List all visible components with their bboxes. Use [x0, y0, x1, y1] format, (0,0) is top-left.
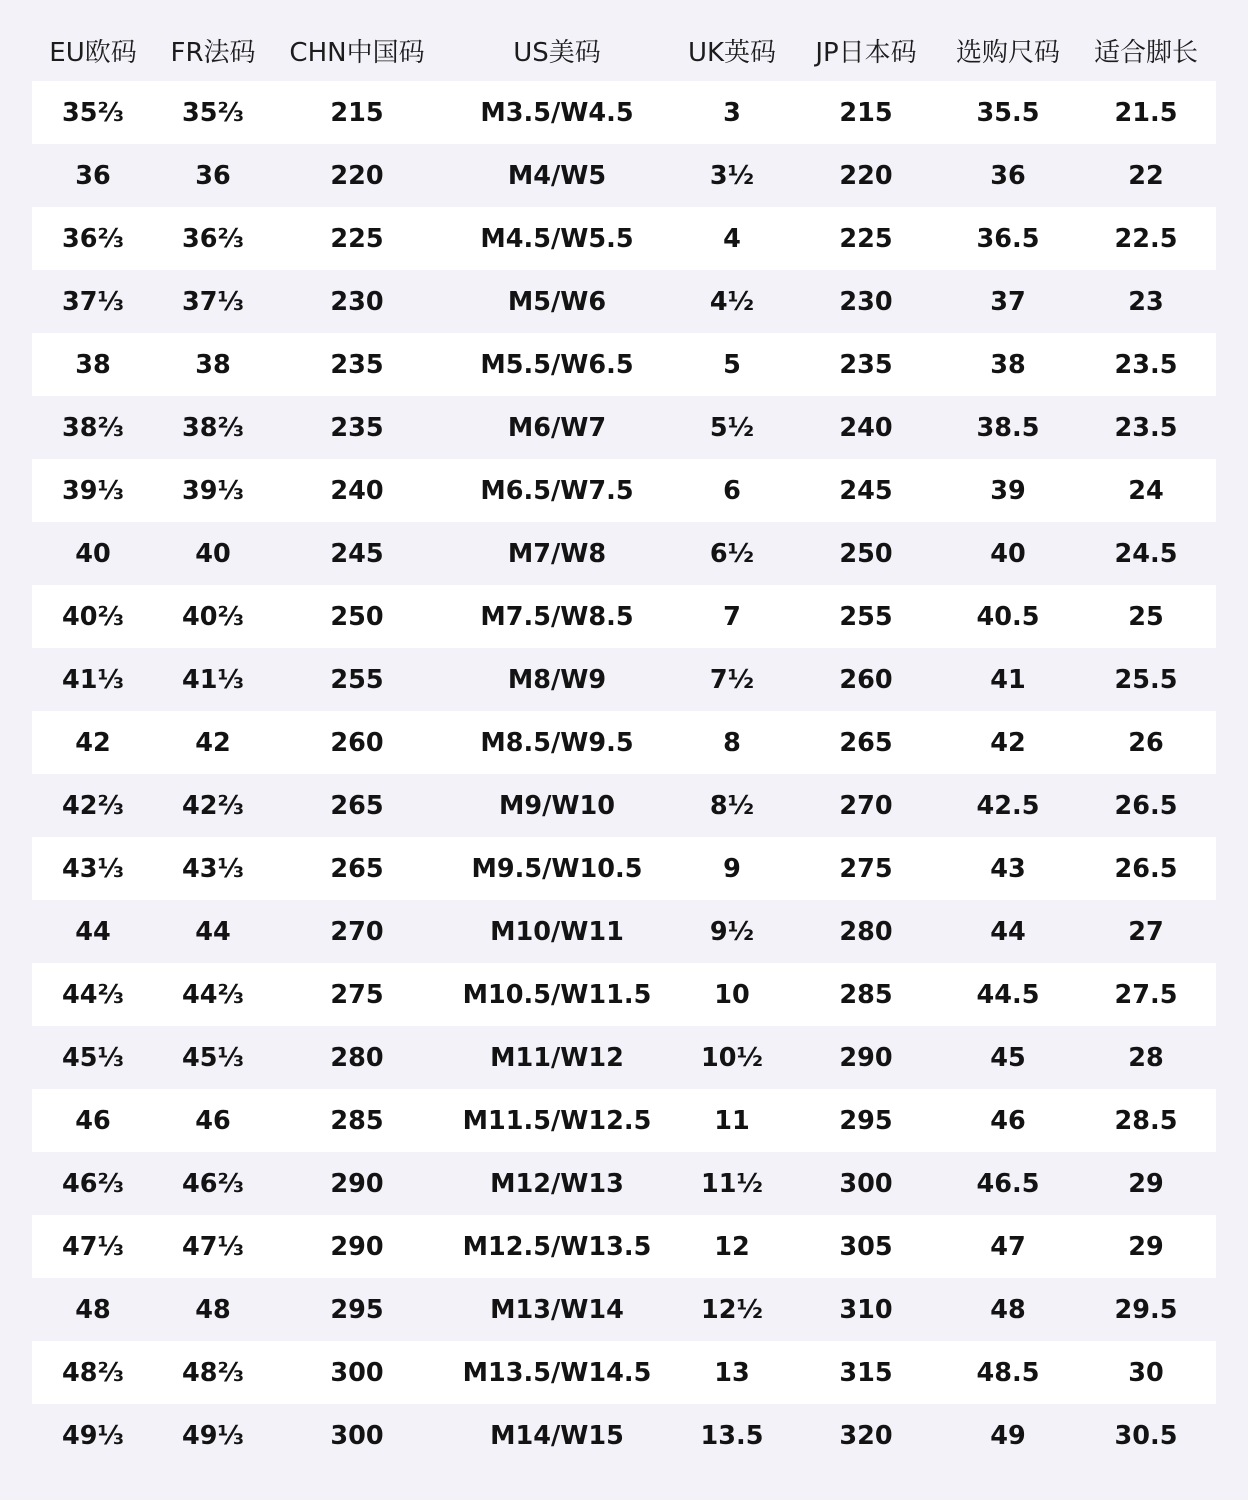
cell-foot-length: 27.5: [1114, 979, 1178, 1010]
cell-chn-size: 215: [330, 97, 384, 128]
table-body: [32, 81, 1216, 1467]
cell-purchase-size: 35.5: [976, 97, 1040, 128]
cell-us-size: M10/W11: [490, 916, 624, 947]
table-row: [32, 1404, 1216, 1467]
cell-jp-size: 225: [839, 223, 893, 254]
cell-fr-size: 42⅔: [182, 790, 244, 821]
table-row: [32, 1152, 1216, 1215]
cell-chn-size: 265: [330, 790, 384, 821]
cell-eu-size: 49⅓: [62, 1420, 124, 1451]
cell-jp-size: 280: [839, 916, 893, 947]
cell-purchase-size: 38.5: [976, 412, 1040, 443]
cell-foot-length: 30: [1128, 1357, 1164, 1388]
cell-purchase-size: 38: [990, 349, 1026, 380]
cell-chn-size: 220: [330, 160, 384, 191]
cell-uk-size: 8½: [709, 790, 755, 821]
cell-foot-length: 28.5: [1114, 1105, 1178, 1136]
cell-foot-length: 29.5: [1114, 1294, 1178, 1325]
cell-fr-size: 44⅔: [182, 979, 244, 1010]
cell-us-size: M13.5/W14.5: [462, 1357, 652, 1388]
cell-us-size: M12.5/W13.5: [462, 1231, 652, 1262]
cell-us-size: M11/W12: [490, 1042, 624, 1073]
cell-fr-size: 45⅓: [182, 1042, 244, 1073]
cell-jp-size: 270: [839, 790, 893, 821]
cell-uk-size: 7: [723, 601, 741, 632]
cell-purchase-size: 40.5: [976, 601, 1040, 632]
cell-eu-size: 42⅔: [62, 790, 124, 821]
cell-jp-size: 275: [839, 853, 893, 884]
cell-foot-length: 26.5: [1114, 853, 1178, 884]
cell-purchase-size: 45: [990, 1042, 1026, 1073]
cell-fr-size: 38: [195, 349, 231, 380]
cell-jp-size: 250: [839, 538, 893, 569]
cell-jp-size: 285: [839, 979, 893, 1010]
cell-purchase-size: 36.5: [976, 223, 1040, 254]
cell-eu-size: 38: [75, 349, 111, 380]
cell-foot-length: 27: [1128, 916, 1164, 947]
cell-jp-size: 215: [839, 97, 893, 128]
cell-purchase-size: 39: [990, 475, 1026, 506]
cell-chn-size: 260: [330, 727, 384, 758]
cell-purchase-size: 36: [990, 160, 1026, 191]
table-row: [32, 1341, 1216, 1404]
cell-foot-length: 26: [1128, 727, 1164, 758]
cell-fr-size: 46: [195, 1105, 231, 1136]
cell-eu-size: 43⅓: [62, 853, 124, 884]
table-row: [32, 396, 1216, 459]
cell-chn-size: 285: [330, 1105, 384, 1136]
cell-purchase-size: 41: [990, 664, 1026, 695]
cell-fr-size: 42: [195, 727, 231, 758]
cell-foot-length: 26.5: [1114, 790, 1178, 821]
cell-us-size: M8.5/W9.5: [480, 727, 634, 758]
cell-us-size: M4/W5: [507, 160, 607, 191]
header-purchase-size: 选购尺码: [955, 37, 1060, 68]
cell-chn-size: 250: [330, 601, 384, 632]
cell-purchase-size: 47: [990, 1231, 1026, 1262]
table-row: [32, 648, 1216, 711]
cell-eu-size: 38⅔: [62, 412, 124, 443]
cell-chn-size: 235: [330, 349, 384, 380]
cell-fr-size: 35⅔: [182, 97, 244, 128]
cell-purchase-size: 48: [990, 1294, 1026, 1325]
cell-foot-length: 23.5: [1114, 349, 1178, 380]
cell-jp-size: 290: [839, 1042, 893, 1073]
header-us-size: US美码: [513, 37, 601, 68]
cell-jp-size: 220: [839, 160, 893, 191]
cell-chn-size: 255: [330, 664, 384, 695]
table-row: [32, 81, 1216, 144]
table-header-row: [32, 19, 1216, 81]
cell-fr-size: 43⅓: [182, 853, 244, 884]
cell-uk-size: 9½: [709, 916, 755, 947]
cell-purchase-size: 40: [990, 538, 1026, 569]
cell-foot-length: 28: [1128, 1042, 1164, 1073]
cell-foot-length: 22.5: [1114, 223, 1178, 254]
cell-eu-size: 41⅓: [62, 664, 124, 695]
cell-uk-size: 3½: [709, 160, 755, 191]
cell-uk-size: 10: [714, 979, 750, 1010]
cell-uk-size: 8: [723, 727, 741, 758]
cell-us-size: M9/W10: [498, 790, 616, 821]
cell-uk-size: 10½: [701, 1042, 763, 1073]
cell-uk-size: 4½: [709, 286, 755, 317]
cell-chn-size: 245: [330, 538, 384, 569]
size-conversion-table: [32, 19, 1216, 1467]
table-row: [32, 1278, 1216, 1341]
cell-uk-size: 12½: [701, 1294, 763, 1325]
cell-us-size: M5.5/W6.5: [480, 349, 634, 380]
cell-foot-length: 29: [1128, 1168, 1164, 1199]
cell-chn-size: 275: [330, 979, 384, 1010]
cell-eu-size: 35⅔: [62, 97, 124, 128]
cell-uk-size: 6½: [709, 538, 755, 569]
cell-fr-size: 49⅓: [182, 1420, 244, 1451]
cell-fr-size: 36: [195, 160, 231, 191]
header-uk-size: UK英码: [687, 37, 777, 68]
cell-eu-size: 40: [75, 538, 111, 569]
cell-purchase-size: 44: [990, 916, 1026, 947]
cell-fr-size: 46⅔: [182, 1168, 244, 1199]
cell-foot-length: 21.5: [1114, 97, 1178, 128]
cell-fr-size: 48⅔: [182, 1357, 244, 1388]
cell-chn-size: 240: [330, 475, 384, 506]
cell-eu-size: 36: [75, 160, 111, 191]
cell-fr-size: 40⅔: [182, 601, 244, 632]
cell-eu-size: 36⅔: [62, 223, 124, 254]
cell-us-size: M10.5/W11.5: [462, 979, 652, 1010]
cell-eu-size: 46⅔: [62, 1168, 124, 1199]
cell-eu-size: 42: [75, 727, 111, 758]
cell-jp-size: 265: [839, 727, 893, 758]
cell-us-size: M7.5/W8.5: [480, 601, 634, 632]
cell-jp-size: 260: [839, 664, 893, 695]
cell-eu-size: 40⅔: [62, 601, 124, 632]
cell-chn-size: 280: [330, 1042, 384, 1073]
cell-uk-size: 5½: [709, 412, 755, 443]
cell-jp-size: 300: [839, 1168, 893, 1199]
cell-jp-size: 255: [839, 601, 893, 632]
cell-us-size: M9.5/W10.5: [471, 853, 643, 884]
cell-uk-size: 7½: [709, 664, 755, 695]
cell-uk-size: 3: [723, 97, 741, 128]
cell-purchase-size: 46: [990, 1105, 1026, 1136]
cell-foot-length: 22: [1128, 160, 1164, 191]
cell-fr-size: 44: [195, 916, 231, 947]
cell-purchase-size: 37: [990, 286, 1026, 317]
table-row: [32, 1215, 1216, 1278]
cell-uk-size: 5: [723, 349, 741, 380]
cell-purchase-size: 48.5: [976, 1357, 1040, 1388]
header-eu-size: EU欧码: [49, 37, 137, 68]
table-row: [32, 333, 1216, 396]
cell-foot-length: 29: [1128, 1231, 1164, 1262]
cell-us-size: M3.5/W4.5: [480, 97, 634, 128]
cell-fr-size: 36⅔: [182, 223, 244, 254]
table-row: [32, 963, 1216, 1026]
cell-purchase-size: 49: [990, 1420, 1026, 1451]
cell-jp-size: 305: [839, 1231, 893, 1262]
cell-uk-size: 4: [723, 223, 741, 254]
cell-eu-size: 48⅔: [62, 1357, 124, 1388]
cell-us-size: M13/W14: [490, 1294, 624, 1325]
cell-fr-size: 38⅔: [182, 412, 244, 443]
cell-fr-size: 47⅓: [182, 1231, 244, 1262]
cell-chn-size: 300: [330, 1420, 384, 1451]
table-row: [32, 270, 1216, 333]
table-row: [32, 522, 1216, 585]
table-row: [32, 1089, 1216, 1152]
cell-purchase-size: 46.5: [976, 1168, 1040, 1199]
table-row: [32, 900, 1216, 963]
cell-foot-length: 25.5: [1114, 664, 1178, 695]
cell-eu-size: 46: [75, 1105, 111, 1136]
cell-eu-size: 44: [75, 916, 111, 947]
cell-jp-size: 320: [839, 1420, 893, 1451]
cell-foot-length: 24: [1128, 475, 1164, 506]
cell-chn-size: 230: [330, 286, 384, 317]
cell-chn-size: 225: [330, 223, 384, 254]
cell-jp-size: 245: [839, 475, 893, 506]
cell-chn-size: 270: [330, 916, 384, 947]
cell-us-size: M6/W7: [507, 412, 607, 443]
cell-foot-length: 23: [1128, 286, 1164, 317]
cell-chn-size: 295: [330, 1294, 384, 1325]
cell-fr-size: 37⅓: [182, 286, 244, 317]
table-row: [32, 585, 1216, 648]
cell-us-size: M12/W13: [490, 1168, 624, 1199]
cell-uk-size: 12: [714, 1231, 750, 1262]
cell-jp-size: 230: [839, 286, 893, 317]
table-row: [32, 837, 1216, 900]
cell-foot-length: 30.5: [1114, 1420, 1178, 1451]
cell-eu-size: 45⅓: [62, 1042, 124, 1073]
cell-us-size: M5/W6: [507, 286, 607, 317]
header-jp-size: JP日本码: [815, 37, 917, 68]
table-row: [32, 774, 1216, 837]
cell-eu-size: 39⅓: [62, 475, 124, 506]
cell-uk-size: 13.5: [700, 1420, 764, 1451]
cell-uk-size: 9: [723, 853, 741, 884]
cell-fr-size: 48: [195, 1294, 231, 1325]
cell-fr-size: 39⅓: [182, 475, 244, 506]
table-row: [32, 459, 1216, 522]
cell-us-size: M8/W9: [507, 664, 607, 695]
cell-jp-size: 315: [839, 1357, 893, 1388]
cell-uk-size: 11: [714, 1105, 750, 1136]
header-foot-length: 适合脚长: [1093, 37, 1198, 68]
cell-fr-size: 41⅓: [182, 664, 244, 695]
cell-jp-size: 240: [839, 412, 893, 443]
table-row: [32, 1026, 1216, 1089]
cell-us-size: M7/W8: [507, 538, 607, 569]
cell-purchase-size: 44.5: [976, 979, 1040, 1010]
cell-chn-size: 300: [330, 1357, 384, 1388]
cell-purchase-size: 43: [990, 853, 1026, 884]
cell-uk-size: 11½: [701, 1168, 763, 1199]
cell-chn-size: 235: [330, 412, 384, 443]
cell-us-size: M4.5/W5.5: [480, 223, 634, 254]
cell-eu-size: 44⅔: [62, 979, 124, 1010]
cell-jp-size: 295: [839, 1105, 893, 1136]
cell-us-size: M11.5/W12.5: [462, 1105, 652, 1136]
header-chn-size: CHN中国码: [289, 37, 425, 68]
cell-foot-length: 23.5: [1114, 412, 1178, 443]
cell-us-size: M14/W15: [490, 1420, 624, 1451]
cell-eu-size: 48: [75, 1294, 111, 1325]
cell-purchase-size: 42.5: [976, 790, 1040, 821]
table-row: [32, 207, 1216, 270]
cell-chn-size: 290: [330, 1168, 384, 1199]
cell-uk-size: 13: [714, 1357, 750, 1388]
cell-jp-size: 310: [839, 1294, 893, 1325]
cell-chn-size: 265: [330, 853, 384, 884]
cell-uk-size: 6: [723, 475, 741, 506]
cell-foot-length: 24.5: [1114, 538, 1178, 569]
table-row: [32, 144, 1216, 207]
cell-fr-size: 40: [195, 538, 231, 569]
cell-chn-size: 290: [330, 1231, 384, 1262]
cell-purchase-size: 42: [990, 727, 1026, 758]
cell-eu-size: 37⅓: [62, 286, 124, 317]
cell-us-size: M6.5/W7.5: [480, 475, 634, 506]
header-fr-size: FR法码: [170, 37, 256, 68]
cell-jp-size: 235: [839, 349, 893, 380]
table-row: [32, 711, 1216, 774]
cell-eu-size: 47⅓: [62, 1231, 124, 1262]
cell-foot-length: 25: [1128, 601, 1164, 632]
